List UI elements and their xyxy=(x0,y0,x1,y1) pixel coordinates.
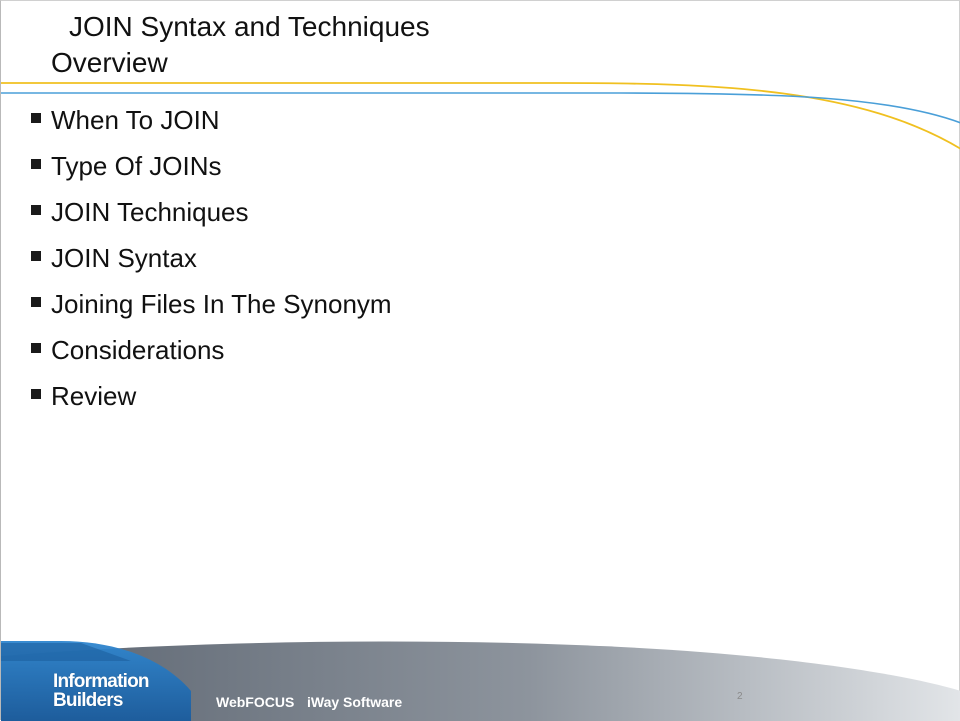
slide-subtitle: Overview xyxy=(51,47,168,78)
bullet-list xyxy=(31,101,392,423)
brand-logo-line1: Information xyxy=(53,671,149,692)
product-label-webfocus: WebFOCUS xyxy=(216,694,295,710)
square-bullet-icon xyxy=(31,113,41,123)
bullet-text: Review xyxy=(51,381,137,411)
product-label-iway: iWay Software xyxy=(307,694,403,710)
bullet-text: JOIN Syntax xyxy=(51,243,197,273)
bullet-text: Type Of JOINs xyxy=(51,151,222,181)
bullet-text: When To JOIN xyxy=(51,105,220,135)
list-item xyxy=(31,239,392,285)
footer-banner xyxy=(1,561,960,721)
list-item xyxy=(31,331,392,377)
square-bullet-icon xyxy=(31,205,41,215)
list-item xyxy=(31,147,392,193)
brand-logo-line2: Builders xyxy=(53,690,123,711)
square-bullet-icon xyxy=(31,159,41,169)
list-item xyxy=(31,377,392,423)
list-item xyxy=(31,285,392,331)
bullet-text: Considerations xyxy=(51,335,225,365)
square-bullet-icon xyxy=(31,343,41,353)
list-item xyxy=(31,193,392,239)
slide-title: JOIN Syntax and Techniques xyxy=(69,11,430,42)
square-bullet-icon xyxy=(31,297,41,307)
list-item xyxy=(31,101,392,147)
square-bullet-icon xyxy=(31,251,41,261)
page-number: 2 xyxy=(737,691,743,702)
square-bullet-icon xyxy=(31,389,41,399)
bullet-text: JOIN Techniques xyxy=(51,197,249,227)
bullet-text: Joining Files In The Synonym xyxy=(51,289,392,319)
